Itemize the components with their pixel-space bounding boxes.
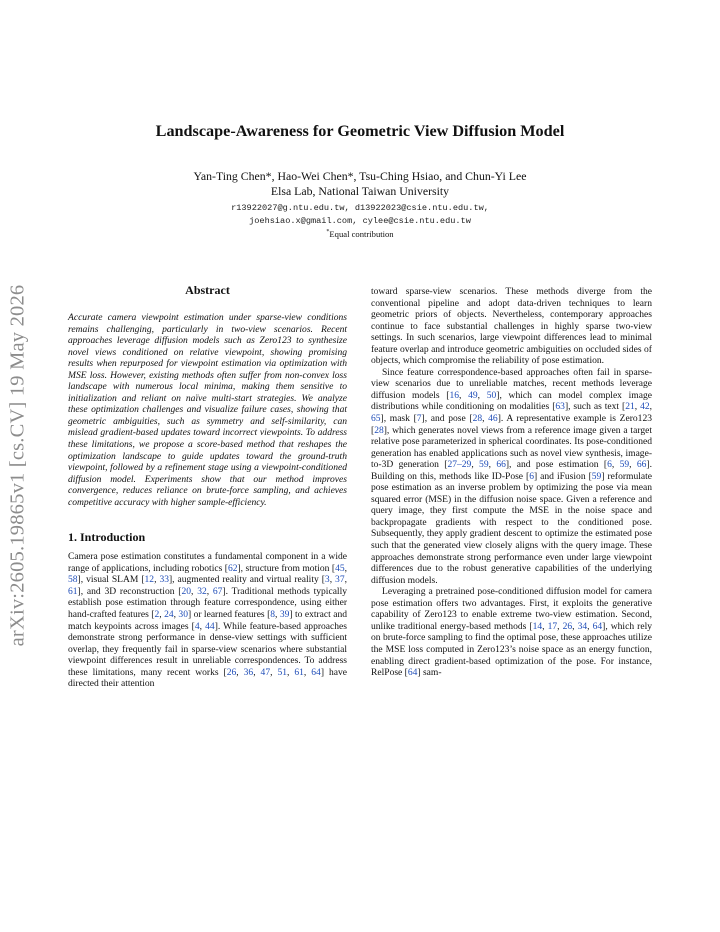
citation-link[interactable]: 46	[488, 413, 498, 425]
citation-link[interactable]: 28	[374, 424, 384, 436]
intro-paragraph-3: Since feature correspondence-based approaches often fail in sparse-view scenarios due to unreliable matches, recent methods leverage diffusion models [16, 49, 50], which can model complex image distributions while conditioning on modalities [63], such as text [21, 42, 65], mask [7], and pose [28, 46]. A representative example is Zero123 [28], which generates novel views from a reference image given a target relative pose parameterized in spherical coordinates. Its pose-conditioned generation has enabled applications such as novel view synthesis, image-to-3D generation [27–29, 59, 66], and pose estimation [6, 59, 66]. Building on this, methods like ID-Pose [6] and iFusion [59] reformulate pose estimation as an inverse problem by optimizing the pose via mean squared error (MSE) in the diffusion noise space. Given a reference and query image, they first compute the MSE in the noise space and backpropagate gradients with respect to the conditioned pose. Subsequently, they apply gradient descent to optimize the estimated pose such that the generated view closely aligns with the query image. These approaches demonstrate strong performance even under large viewpoint differences due to the robust generative capabilities of the underlying diffusion models.	[371, 366, 653, 586]
citation-link[interactable]: 21	[625, 401, 635, 413]
citation-link[interactable]: 62	[227, 562, 238, 574]
citation-link[interactable]: 51	[277, 666, 287, 678]
citation-link[interactable]: 24	[164, 609, 174, 621]
asterisk-mark: *	[326, 229, 330, 236]
email-block	[0, 202, 720, 228]
affiliation: Elsa Lab, National Taiwan University	[270, 183, 450, 198]
equal-contribution-text: Equal contribution	[329, 229, 394, 240]
citation-link[interactable]: 20	[181, 585, 192, 597]
citation-link[interactable]: 30	[178, 609, 188, 621]
citation-link[interactable]: 47	[260, 666, 271, 678]
email-line-1: r13922027@g.ntu.edu.tw, d13922023@csie.ntu.edu.tw,	[231, 203, 489, 213]
citation-link[interactable]: 63	[555, 401, 565, 413]
citation-link[interactable]: 50	[486, 389, 497, 401]
citation-link[interactable]: 45	[335, 562, 345, 574]
citation-link[interactable]: 66	[636, 459, 647, 471]
citation-link[interactable]: 61	[68, 585, 78, 597]
citation-link[interactable]: 59	[479, 459, 489, 471]
citation-link[interactable]: 34	[577, 620, 588, 632]
citation-link[interactable]: 49	[468, 389, 478, 401]
citation-link[interactable]: 27–29	[447, 459, 472, 471]
citation-link[interactable]: 16	[449, 389, 459, 401]
citation-link[interactable]: 61	[294, 666, 304, 678]
citation-link[interactable]: 7	[416, 413, 422, 425]
citation-link[interactable]: 12	[144, 574, 155, 586]
citation-link[interactable]: 26	[226, 666, 237, 678]
citation-link[interactable]: 6	[529, 470, 534, 482]
citation-link[interactable]: 14	[532, 620, 543, 632]
citation-link[interactable]: 8	[270, 609, 276, 621]
intro-paragraph-4: Leveraging a pretrained pose-conditioned diffusion model for camera pose estimation offers two advantages. First, it exploits the generative capability of Zero123 to enable extreme two-view estimation. Second, unlike traditional energy-based methods [14, 17, 26, 34, 64], which rely on brute-force sampling to find the optimal pose, these approaches utilize the MSE loss computed in Zero123’s noise space as an energy function, enabling direct gradient-based optimization of the pose. For instance, RelPose [64] sam-	[371, 586, 652, 679]
email-line-2: joehsiao.x@gmail.com, cylee@csie.ntu.edu.tw	[249, 216, 471, 227]
intro-paragraph-2: toward sparse-view scenarios. These methods diverge from the conventional pipeline and adopt data-driven techniques to learn geometric priors of objects. Nevertheless, contemporary approaches continue to face substantial challenges in highly sparse two-view settings. In such scenarios, large viewpoint differences lead to minimal feature overlap and introduce geometric ambiguities on occluded sides of objects, which compromise the reliability of pose estimation.	[371, 286, 652, 367]
citation-link[interactable]: 4	[194, 620, 200, 632]
citation-link[interactable]: 39	[279, 609, 290, 621]
right-column	[371, 286, 652, 679]
citation-link[interactable]: 67	[212, 585, 223, 597]
section-heading-introduction: 1. Introduction	[68, 530, 146, 545]
paper-title: Landscape-Awareness for Geometric View Diffusion Model	[155, 122, 565, 140]
arxiv-stamp-text: arXiv:2605.19865v1 [cs.CV] 19 May 2026	[6, 284, 29, 646]
citation-link[interactable]: 36	[243, 666, 254, 678]
citation-link[interactable]: 64	[407, 667, 418, 679]
citation-link[interactable]: 32	[197, 585, 207, 597]
citation-link[interactable]: 58	[68, 574, 78, 586]
citation-link[interactable]: 37	[335, 574, 345, 586]
citation-link[interactable]: 44	[205, 620, 215, 632]
paper-header	[0, 121, 720, 240]
intro-paragraph-1: Camera pose estimation constitutes a fundamental component in a wide range of applications, including robotics [62], structure from motion [45, 58], visual SLAM [12, 33], augmented reality and virtual reality [3, 37, 61], and 3D reconstruction [20, 32, 67]. Traditional methods typically establish pose estimation through feature correspondence, using either hand-crafted features [2, 24, 30] or learned features [8, 39] to extract and match keypoints across images [4, 44]. While feature-based approaches demonstrate strong performance in dense-view settings with sufficient overlap, they frequently fail in sparse-view scenarios where substantial viewpoint differences result in unreliable correspondences. To address these limitations, many recent works [26, 36, 47, 51, 61, 64] have directed their attention	[68, 551, 348, 690]
equal-contribution-note	[0, 228, 720, 240]
citation-link[interactable]: 64	[592, 620, 603, 632]
citation-link[interactable]: 2	[154, 609, 160, 621]
citation-link[interactable]: 59	[591, 470, 602, 482]
citation-link[interactable]: 42	[640, 401, 650, 413]
author-list: Yan-Ting Chen*, Hao-Wei Chen*, Tsu-Ching Hsiao, and Chun-Yi Lee	[193, 169, 527, 183]
citation-link[interactable]: 3	[324, 574, 330, 586]
citation-link[interactable]: 59	[619, 459, 630, 471]
author-block	[0, 169, 720, 198]
citation-link[interactable]: 6	[607, 459, 612, 471]
abstract-body: Accurate camera viewpoint estimation under sparse-view conditions remains challenging, particularly in two-view scenarios. Recent approaches leverage diffusion models such as Zero123 to synthesize novel views conditioned on relative viewpoint, showing promising results when repurposed for viewpoint estimation via optimization with MSE loss. However, existing methods often suffer from non-convex loss landscape with numerous local minima, making them sensitive to initialization and reliant on naïve multi-start strategies. We analyze these optimization challenges and visualize failure cases, showing that geometric ambiguities, such as symmetry and self-similarity, can mislead gradient-based updates toward incorrect viewpoints. To address these limitations, we propose a score-based method that reshapes the optimization landscape to guide updates toward the ground-truth viewpoint, followed by a refinement stage using a viewpoint-conditioned diffusion model. Experiments show that our method improves convergence, reduces reliance on brute-force sampling, and achieves competitive accuracy with higher sample-efficiency.	[68, 312, 347, 508]
abstract-heading: Abstract	[185, 283, 230, 297]
citation-link[interactable]: 64	[311, 666, 321, 678]
arxiv-stamp	[2, 255, 34, 675]
citation-link[interactable]: 17	[547, 620, 558, 632]
citation-link[interactable]: 66	[496, 459, 506, 471]
citation-link[interactable]: 33	[159, 574, 169, 586]
left-column	[68, 283, 347, 690]
citation-link[interactable]: 65	[371, 413, 381, 425]
citation-link[interactable]: 26	[562, 620, 573, 632]
citation-link[interactable]: 28	[472, 413, 483, 425]
